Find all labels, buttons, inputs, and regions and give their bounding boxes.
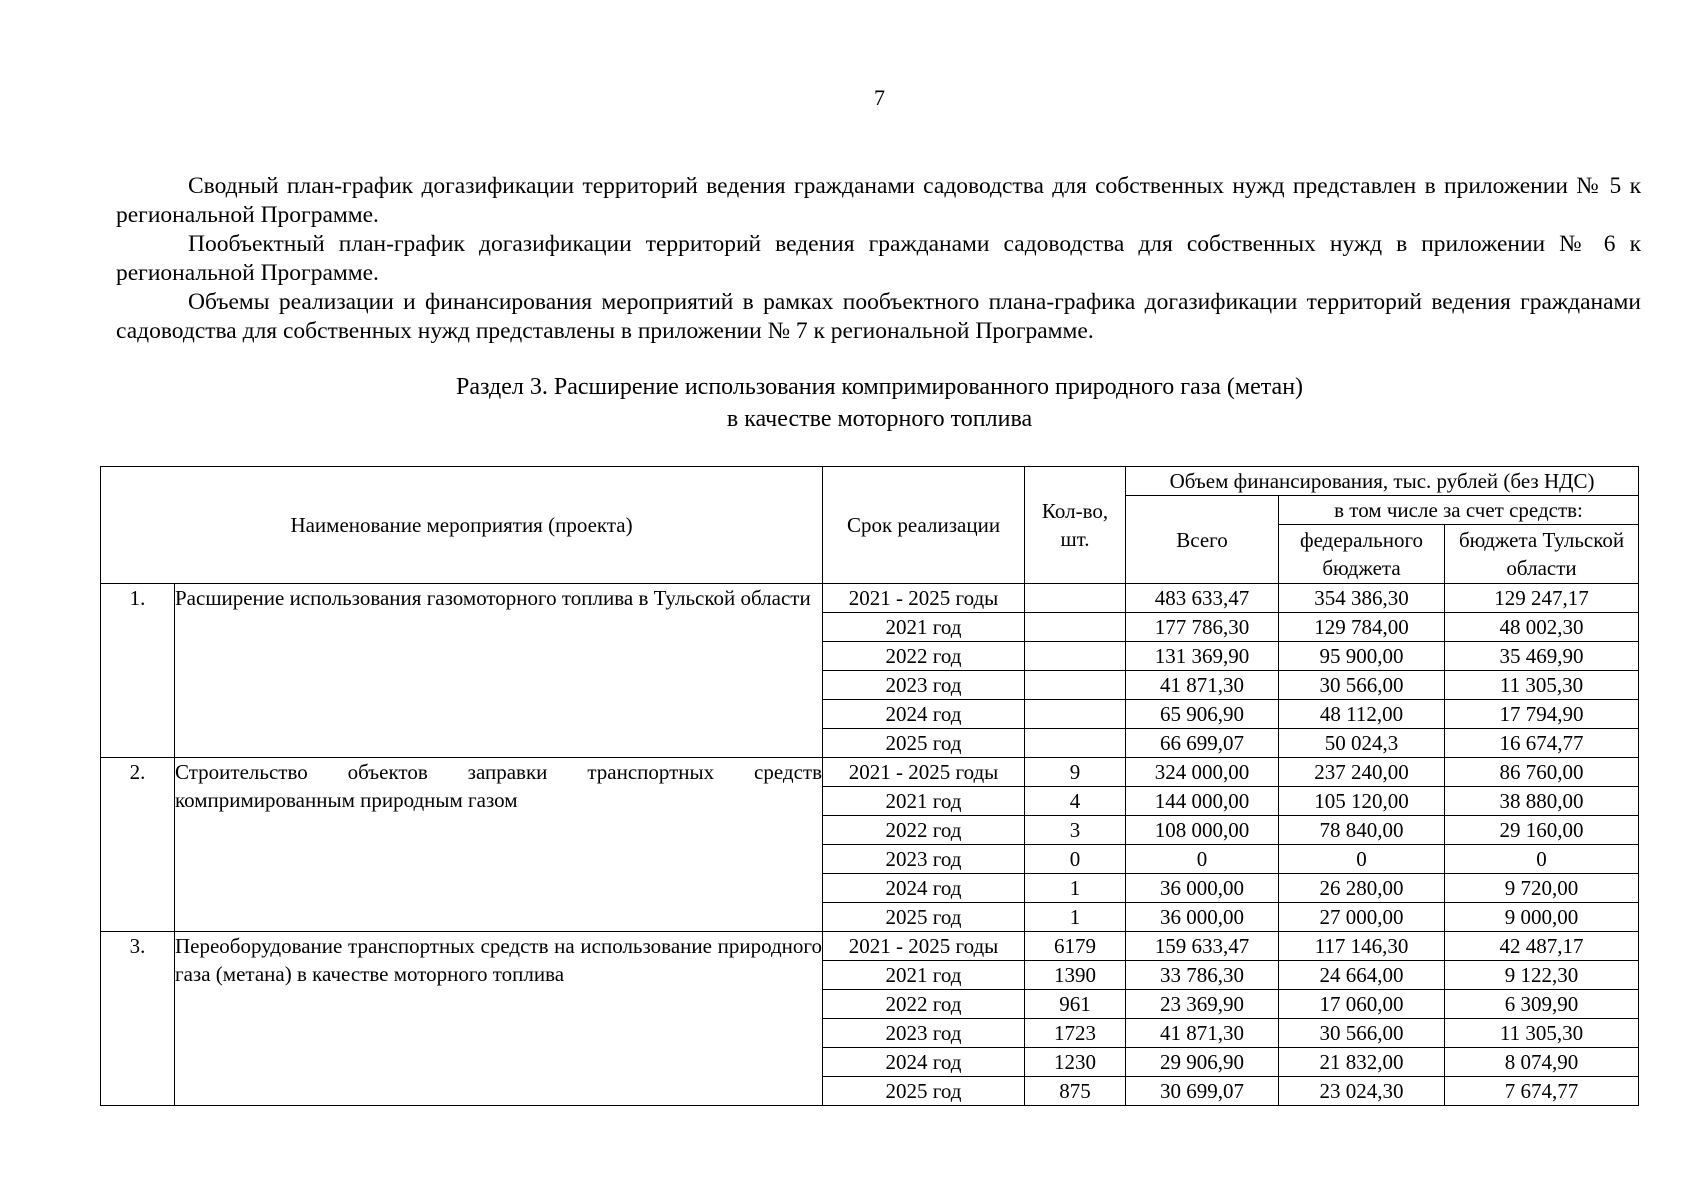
- period-cell: 2023 год: [823, 845, 1025, 874]
- regional-cell: 7 674,77: [1445, 1077, 1639, 1106]
- total-cell: 23 369,90: [1126, 990, 1279, 1019]
- federal-cell: 237 240,00: [1279, 758, 1445, 787]
- period-cell: 2022 год: [823, 816, 1025, 845]
- period-cell: 2025 год: [823, 903, 1025, 932]
- header-quantity: Кол-во, шт.: [1025, 467, 1126, 584]
- paragraph-appendix-7: Объемы реализации и финансирования мероприятий в рамках пообъектного плана-графика догазификации территорий ведения гражданами садоводства для собственных нужд представлены в приложении № 7 к региональной Программе.: [116, 289, 1641, 344]
- table-body: [101, 584, 1639, 1106]
- page-number: 7: [874, 85, 885, 110]
- total-cell: 36 000,00: [1126, 903, 1279, 932]
- regional-cell: 35 469,90: [1445, 642, 1639, 671]
- regional-cell: 42 487,17: [1445, 932, 1639, 961]
- period-cell: 2021 год: [823, 961, 1025, 990]
- total-cell: 108 000,00: [1126, 816, 1279, 845]
- header-financing: Объем финансирования, тыс. рублей (без НДС): [1126, 467, 1639, 496]
- federal-cell: 24 664,00: [1279, 961, 1445, 990]
- row-number: 3.: [101, 932, 175, 1106]
- period-cell: 2022 год: [823, 642, 1025, 671]
- federal-cell: 354 386,30: [1279, 584, 1445, 613]
- regional-cell: 129 247,17: [1445, 584, 1639, 613]
- federal-cell: 26 280,00: [1279, 874, 1445, 903]
- regional-cell: 11 305,30: [1445, 1019, 1639, 1048]
- regional-cell: 0: [1445, 845, 1639, 874]
- total-cell: 159 633,47: [1126, 932, 1279, 961]
- quantity-cell: 4: [1025, 787, 1126, 816]
- quantity-cell: 9: [1025, 758, 1126, 787]
- period-cell: 2021 год: [823, 787, 1025, 816]
- quantity-cell: 1: [1025, 874, 1126, 903]
- quantity-cell: 1723: [1025, 1019, 1126, 1048]
- regional-cell: 48 002,30: [1445, 613, 1639, 642]
- total-cell: 324 000,00: [1126, 758, 1279, 787]
- federal-cell: 23 024,30: [1279, 1077, 1445, 1106]
- header-regional: бюджета Тульской области: [1445, 525, 1639, 584]
- activity-name: Строительство объектов заправки транспортных средств компримированным природным газом: [175, 758, 823, 932]
- regional-cell: 86 760,00: [1445, 758, 1639, 787]
- quantity-cell: [1025, 613, 1126, 642]
- total-cell: 144 000,00: [1126, 787, 1279, 816]
- total-cell: 41 871,30: [1126, 671, 1279, 700]
- header-period: Срок реализации: [823, 467, 1025, 584]
- quantity-cell: [1025, 729, 1126, 758]
- period-cell: 2023 год: [823, 1019, 1025, 1048]
- regional-cell: 29 160,00: [1445, 816, 1639, 845]
- header-federal: федерального бюджета: [1279, 525, 1445, 584]
- regional-cell: 38 880,00: [1445, 787, 1639, 816]
- period-cell: 2021 - 2025 годы: [823, 932, 1025, 961]
- total-cell: 36 000,00: [1126, 874, 1279, 903]
- quantity-cell: [1025, 671, 1126, 700]
- regional-cell: 8 074,90: [1445, 1048, 1639, 1077]
- total-cell: 177 786,30: [1126, 613, 1279, 642]
- quantity-cell: 1390: [1025, 961, 1126, 990]
- header-name: Наименование мероприятия (проекта): [101, 467, 823, 584]
- section-title-line-2: в качестве моторного топлива: [726, 406, 1033, 432]
- federal-cell: 105 120,00: [1279, 787, 1445, 816]
- quantity-cell: 961: [1025, 990, 1126, 1019]
- regional-cell: 11 305,30: [1445, 671, 1639, 700]
- quantity-cell: [1025, 584, 1126, 613]
- period-cell: 2024 год: [823, 874, 1025, 903]
- quantity-cell: 0: [1025, 845, 1126, 874]
- total-cell: 0: [1126, 845, 1279, 874]
- total-cell: 483 633,47: [1126, 584, 1279, 613]
- section-title-line-1: Раздел 3. Расширение использования компримированного природного газа (метан): [455, 374, 1304, 400]
- period-cell: 2022 год: [823, 990, 1025, 1019]
- period-cell: 2024 год: [823, 1048, 1025, 1077]
- quantity-cell: 875: [1025, 1077, 1126, 1106]
- quantity-cell: 6179: [1025, 932, 1126, 961]
- table-row: [101, 758, 1639, 787]
- row-number: 1.: [101, 584, 175, 758]
- total-cell: 29 906,90: [1126, 1048, 1279, 1077]
- regional-cell: 17 794,90: [1445, 700, 1639, 729]
- quantity-cell: 3: [1025, 816, 1126, 845]
- quantity-cell: 1230: [1025, 1048, 1126, 1077]
- federal-cell: 27 000,00: [1279, 903, 1445, 932]
- regional-cell: 9 720,00: [1445, 874, 1639, 903]
- federal-cell: 48 112,00: [1279, 700, 1445, 729]
- header-total: Всего: [1126, 496, 1279, 584]
- table-row: [101, 584, 1639, 613]
- activity-name: Переоборудование транспортных средств на использование природного газа (метана) в качестве моторного топлива: [175, 932, 823, 1106]
- federal-cell: 30 566,00: [1279, 671, 1445, 700]
- period-cell: 2023 год: [823, 671, 1025, 700]
- period-cell: 2021 - 2025 годы: [823, 758, 1025, 787]
- header-including: в том числе за счет средств:: [1279, 496, 1639, 525]
- table-header: [101, 467, 1639, 584]
- financing-table: [100, 466, 1639, 1106]
- paragraph-appendix-6: Пообъектный план-график догазификации территорий ведения гражданами садоводства для собственных нужд в приложении № 6 к региональной Программе.: [116, 231, 1641, 286]
- row-number: 2.: [101, 758, 175, 932]
- total-cell: 41 871,30: [1126, 1019, 1279, 1048]
- quantity-cell: [1025, 642, 1126, 671]
- total-cell: 66 699,07: [1126, 729, 1279, 758]
- activity-name: Расширение использования газомоторного топлива в Тульской области: [175, 584, 823, 758]
- total-cell: 131 369,90: [1126, 642, 1279, 671]
- federal-cell: 129 784,00: [1279, 613, 1445, 642]
- regional-cell: 9 000,00: [1445, 903, 1639, 932]
- federal-cell: 95 900,00: [1279, 642, 1445, 671]
- regional-cell: 9 122,30: [1445, 961, 1639, 990]
- period-cell: 2024 год: [823, 700, 1025, 729]
- table-row: [101, 932, 1639, 961]
- federal-cell: 117 146,30: [1279, 932, 1445, 961]
- quantity-cell: 1: [1025, 903, 1126, 932]
- period-cell: 2025 год: [823, 729, 1025, 758]
- regional-cell: 16 674,77: [1445, 729, 1639, 758]
- federal-cell: 0: [1279, 845, 1445, 874]
- period-cell: 2021 год: [823, 613, 1025, 642]
- period-cell: 2021 - 2025 годы: [823, 584, 1025, 613]
- federal-cell: 21 832,00: [1279, 1048, 1445, 1077]
- paragraph-appendix-5: Сводный план-график догазификации территорий ведения гражданами садоводства для собственных нужд представлен в приложении № 5 к региональной Программе.: [116, 173, 1641, 228]
- federal-cell: 17 060,00: [1279, 990, 1445, 1019]
- regional-cell: 6 309,90: [1445, 990, 1639, 1019]
- section-title: [0, 371, 1697, 435]
- total-cell: 30 699,07: [1126, 1077, 1279, 1106]
- quantity-cell: [1025, 700, 1126, 729]
- total-cell: 65 906,90: [1126, 700, 1279, 729]
- intro-text: [116, 172, 1641, 346]
- federal-cell: 78 840,00: [1279, 816, 1445, 845]
- federal-cell: 50 024,3: [1279, 729, 1445, 758]
- total-cell: 33 786,30: [1126, 961, 1279, 990]
- period-cell: 2025 год: [823, 1077, 1025, 1106]
- federal-cell: 30 566,00: [1279, 1019, 1445, 1048]
